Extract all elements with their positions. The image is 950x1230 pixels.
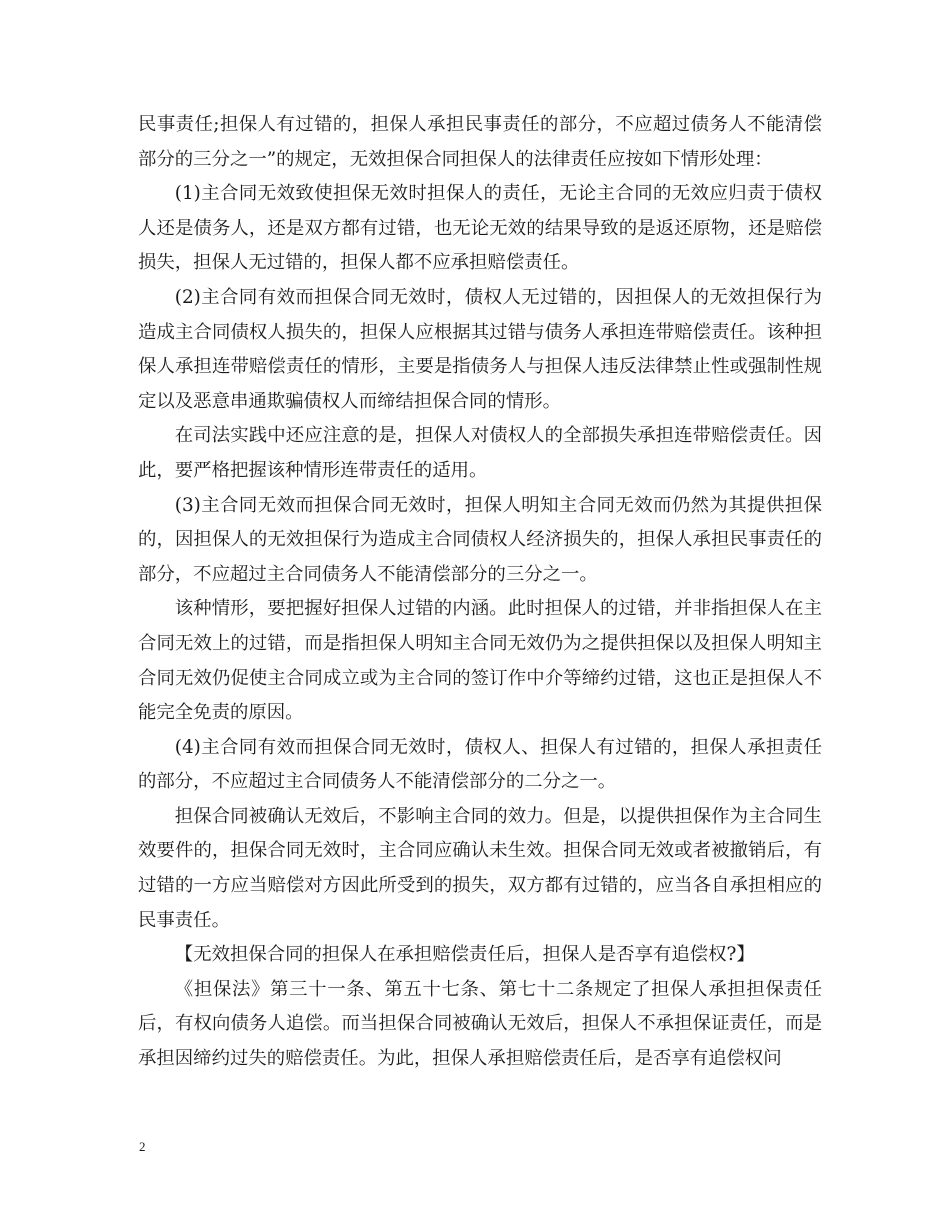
paragraph-4: 在司法实践中还应注意的是，担保人对债权人的全部损失承担连带赔偿责任。因此，要严格把握该种情形连带责任的适用。 (138, 425, 822, 481)
paragraph-5: (3)主合同无效而担保合同无效时，担保人明知主合同无效而仍然为其提供担保的，因担保人的无效担保行为造成主合同债权人经济损失的，担保人承担民事责任的部分，不应超过主合同债务人不能清偿部分的三分之一。 (138, 494, 822, 585)
document-body (138, 108, 822, 1077)
paragraph-8: 担保合同被确认无效后，不影响主合同的效力。但是，以提供担保作为主合同生效要件的，担保合同无效时，主合同应确认未生效。担保合同无效或者被撤销后，有过错的一方应当赔偿对方因此所受到的损失，双方都有过错的，应当各自承担相应的民事责任。 (138, 805, 822, 931)
page-number: 2 (139, 1139, 146, 1154)
paragraph-6: 该种情形，要把握好担保人过错的内涵。此时担保人的过错，并非指担保人在主合同无效上的过错，而是指担保人明知主合同无效仍为之提供担保以及担保人明知主合同无效仍促使主合同成立或为主合同的签订作中介等缔约过错，这也正是担保人不能完全免责的原因。 (138, 598, 822, 724)
paragraph-10: 《担保法》第三十一条、第五十七条、第七十二条规定了担保人承担担保责任后，有权向债务人追偿。而当担保合同被确认无效后，担保人不承担保证责任，而是承担因缔约过失的赔偿责任。为此，担保人承担赔偿责任后，是否享有追偿权问 (138, 978, 822, 1070)
section-heading: 【无效担保合同的担保人在承担赔偿责任后，担保人是否享有追偿权?】 (174, 944, 755, 966)
paragraph-2: (1)主合同无效致使担保无效时担保人的责任，无论主合同的无效应归责于债权人还是债务人，还是双方都有过错，也无论无效的结果导致的是返还原物，还是赔偿损失，担保人无过错的，担保人都不应承担赔偿责任。 (138, 183, 822, 274)
paragraph-1: 民事责任;担保人有过错的，担保人承担民事责任的部分，不应超过债务人不能清偿部分的三分之一”的规定，无效担保合同担保人的法律责任应按如下情形处理： (138, 114, 822, 170)
paragraph-3: (2)主合同有效而担保合同无效时，债权人无过错的，因担保人的无效担保行为造成主合同债权人损失的，担保人应根据其过错与债务人承担连带赔偿责任。该种担保人承担连带赔偿责任的情形，主要是指债务人与担保人违反法律禁止性或强制性规定以及恶意串通欺骗债权人而缔结担保合同的情形。 (138, 286, 822, 412)
paragraph-7: (4)主合同有效而担保合同无效时，债权人、担保人有过错的，担保人承担责任的部分，不应超过主合同债务人不能清偿部分的二分之一。 (138, 736, 822, 793)
